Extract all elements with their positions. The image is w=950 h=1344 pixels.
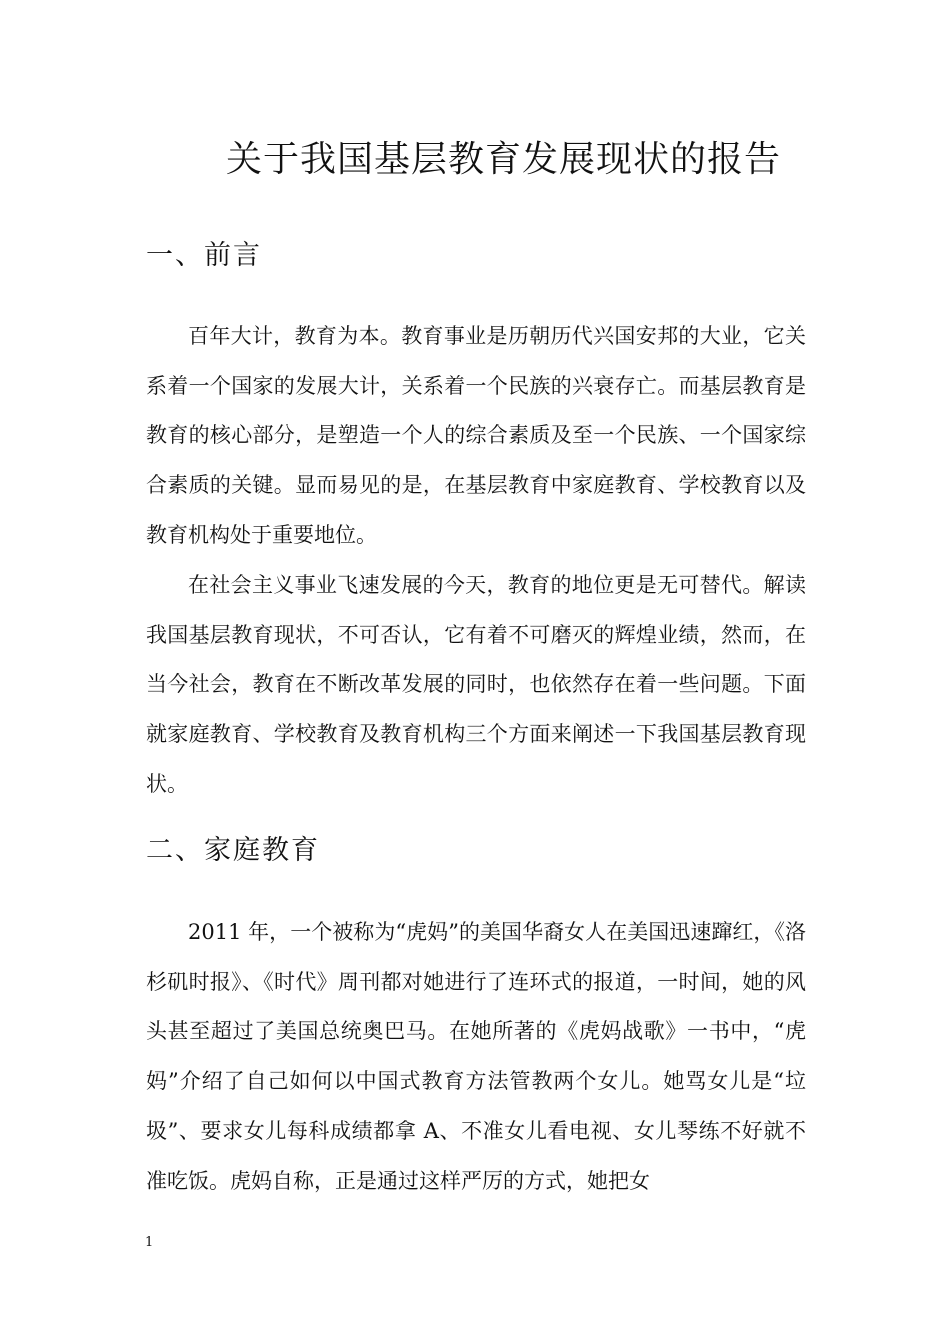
section-heading-family-education: 二、家庭教育: [146, 835, 320, 866]
document-title: 关于我国基层教育发展现状的报告: [226, 139, 782, 180]
paragraph: 2011 年，一个被称为“虎妈”的美国华裔女人在美国迅速蹿红，《洛杉矶时报》、《时代》周刊都对她进行了连环式的报道，一时间，她的风头甚至超过了美国总统奥巴马。在她所著的《虎妈战歌》一书中，“虎妈”介绍了自己如何以中国式教育方法管教两个女儿。她骂女儿是“垃圾”、要求女儿每科成绩都拿 A、不准女儿看电视、女儿琴练不好就不准吃饭。虎妈自称，正是通过这样严厉的方式，她把女: [146, 920, 806, 1193]
page-number: 1: [145, 1235, 154, 1250]
section-heading-preface: 一、前言: [146, 240, 262, 271]
paragraph: 在社会主义事业飞速发展的今天，教育的地位更是无可替代。解读我国基层教育现状，不可否认，它有着不可磨灭的辉煌业绩，然而，在当今社会，教育在不断改革发展的同时，也依然存在着一些问题。下面就家庭教育、学校教育及教育机构三个方面来阐述一下我国基层教育现状。: [146, 573, 806, 796]
paragraph: 百年大计，教育为本。教育事业是历朝历代兴国安邦的大业，它关系着一个国家的发展大计，关系着一个民族的兴衰存亡。而基层教育是教育的核心部分，是塑造一个人的综合素质及至一个民族、一个国家综合素质的关键。显而易见的是，在基层教育中家庭教育、学校教育以及教育机构处于重要地位。: [146, 324, 806, 547]
